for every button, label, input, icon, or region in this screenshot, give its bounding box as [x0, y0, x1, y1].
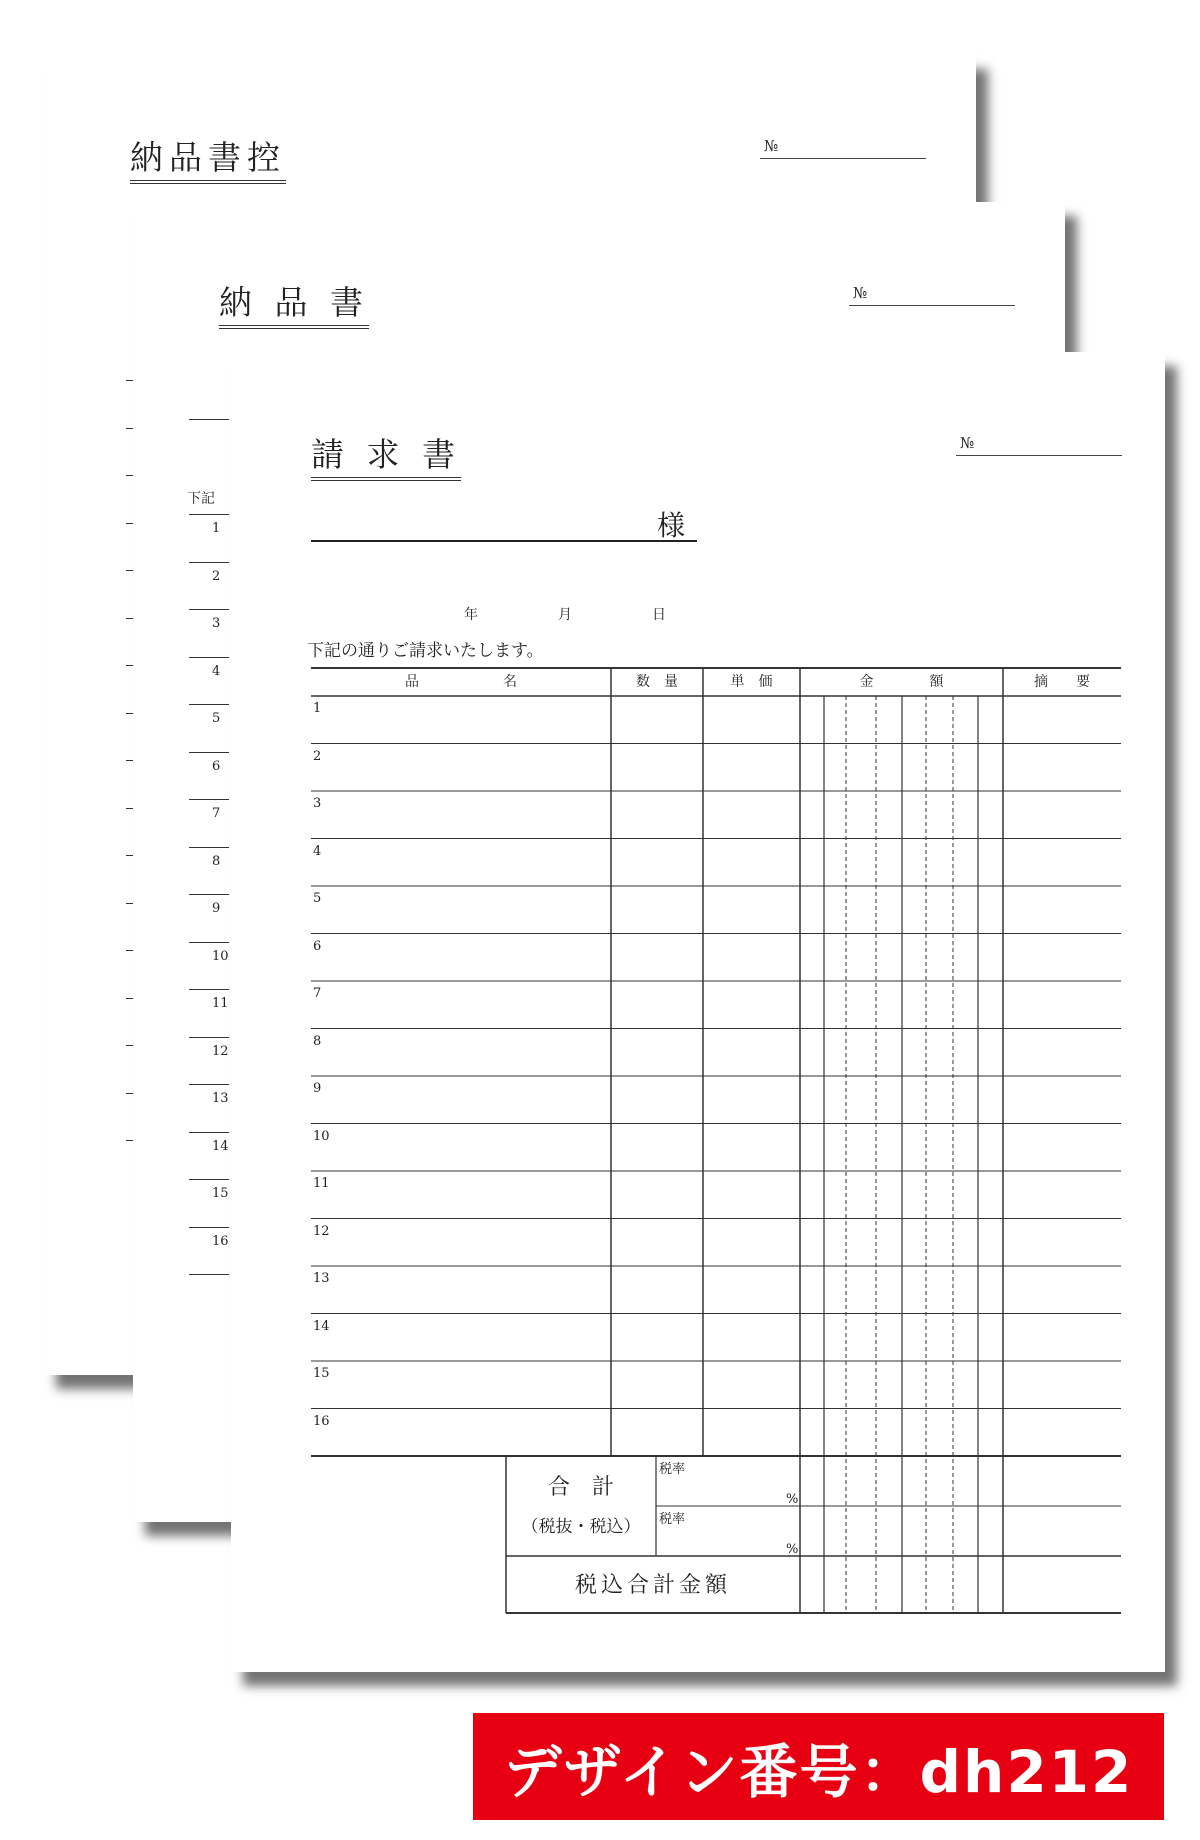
row-number: 15	[212, 1186, 229, 1201]
row-number: 12	[212, 1043, 229, 1059]
row-number: 3	[313, 796, 322, 811]
row-line	[189, 894, 229, 895]
sheet-title: 請 求 書	[311, 438, 461, 481]
row-line	[189, 1179, 229, 1180]
grand-total-label: 税込合計金額	[574, 1573, 731, 1598]
percent-sign-2: %	[786, 1542, 799, 1557]
row-number: 11	[212, 996, 229, 1011]
row-number: 12	[313, 1223, 330, 1239]
row-number: 6	[313, 938, 322, 954]
row-number: 1	[313, 701, 322, 716]
number-label: №	[764, 137, 779, 155]
row-number: 7	[212, 806, 221, 821]
total-sub-label: （税抜・税込）	[521, 1517, 641, 1537]
row-number: 5	[212, 711, 221, 726]
row-number: 1	[212, 521, 221, 536]
row-number: 11	[313, 1176, 330, 1191]
row-line	[189, 1084, 229, 1085]
col-header-quantity: 数 量	[636, 674, 678, 690]
row-number: 14	[313, 1318, 330, 1334]
row-line	[189, 1274, 229, 1275]
number-label: №	[853, 284, 868, 302]
row-line	[189, 989, 229, 990]
date-day-label: 日	[652, 607, 666, 623]
row-number: 13	[212, 1091, 229, 1106]
row-number: 5	[313, 891, 322, 906]
number-label: №	[960, 434, 975, 452]
row-line	[189, 514, 229, 515]
row-number: 9	[212, 901, 221, 916]
row-line	[189, 847, 229, 848]
sheet-title: 納 品 書	[219, 286, 369, 329]
row-line	[189, 1227, 229, 1228]
row-line	[189, 1132, 229, 1133]
sheet-title: 納品書控	[130, 141, 286, 184]
date-year-label: 年	[464, 607, 478, 623]
row-number: 16	[313, 1413, 330, 1429]
row-number: 10	[212, 948, 229, 964]
date-month-label: 月	[558, 607, 572, 623]
col-header-item: 品 名	[405, 674, 517, 690]
design-number-text: デザイン番号：dh212	[503, 1737, 1134, 1806]
row-number: 4	[313, 843, 322, 859]
col-header-remarks: 摘 要	[1034, 674, 1090, 690]
row-line	[189, 704, 229, 705]
row-number: 3	[212, 616, 221, 631]
row-number: 13	[313, 1271, 330, 1286]
number-field[interactable]	[849, 284, 1015, 306]
row-number: 10	[313, 1128, 330, 1144]
row-line	[189, 609, 229, 610]
recipient-suffix: 様	[656, 509, 685, 542]
row-number: 8	[212, 853, 221, 869]
col-header-unit-price: 単 価	[730, 674, 773, 690]
number-field[interactable]	[760, 137, 926, 159]
design-number-badge	[473, 1713, 1164, 1820]
row-number: 16	[212, 1233, 229, 1249]
row-line	[189, 1037, 229, 1038]
row-number: 2	[212, 568, 221, 584]
row-number: 8	[313, 1033, 322, 1049]
intro-text-partial: 下記	[187, 491, 215, 507]
divider	[189, 419, 229, 420]
total-label: 合 計	[547, 1475, 614, 1500]
sheet-invoice	[231, 352, 1165, 1672]
row-number: 9	[313, 1081, 322, 1096]
invoice-grid	[231, 352, 1165, 1672]
row-number: 2	[313, 748, 322, 764]
row-line	[189, 799, 229, 800]
tax-rate-label-1: 税率	[659, 1462, 686, 1477]
row-line	[189, 942, 229, 943]
row-number: 4	[212, 663, 221, 679]
row-number: 15	[313, 1366, 330, 1381]
tax-rate-label-2: 税率	[659, 1512, 686, 1527]
row-number: 7	[313, 986, 322, 1001]
row-line	[189, 752, 229, 753]
col-header-amount: 金 額	[859, 674, 944, 690]
row-line	[189, 562, 229, 563]
row-line	[189, 657, 229, 658]
intro-text: 下記の通りご請求いたします。	[307, 641, 544, 661]
row-number: 14	[212, 1138, 229, 1154]
percent-sign-1: %	[786, 1492, 799, 1507]
row-number: 6	[212, 758, 221, 774]
